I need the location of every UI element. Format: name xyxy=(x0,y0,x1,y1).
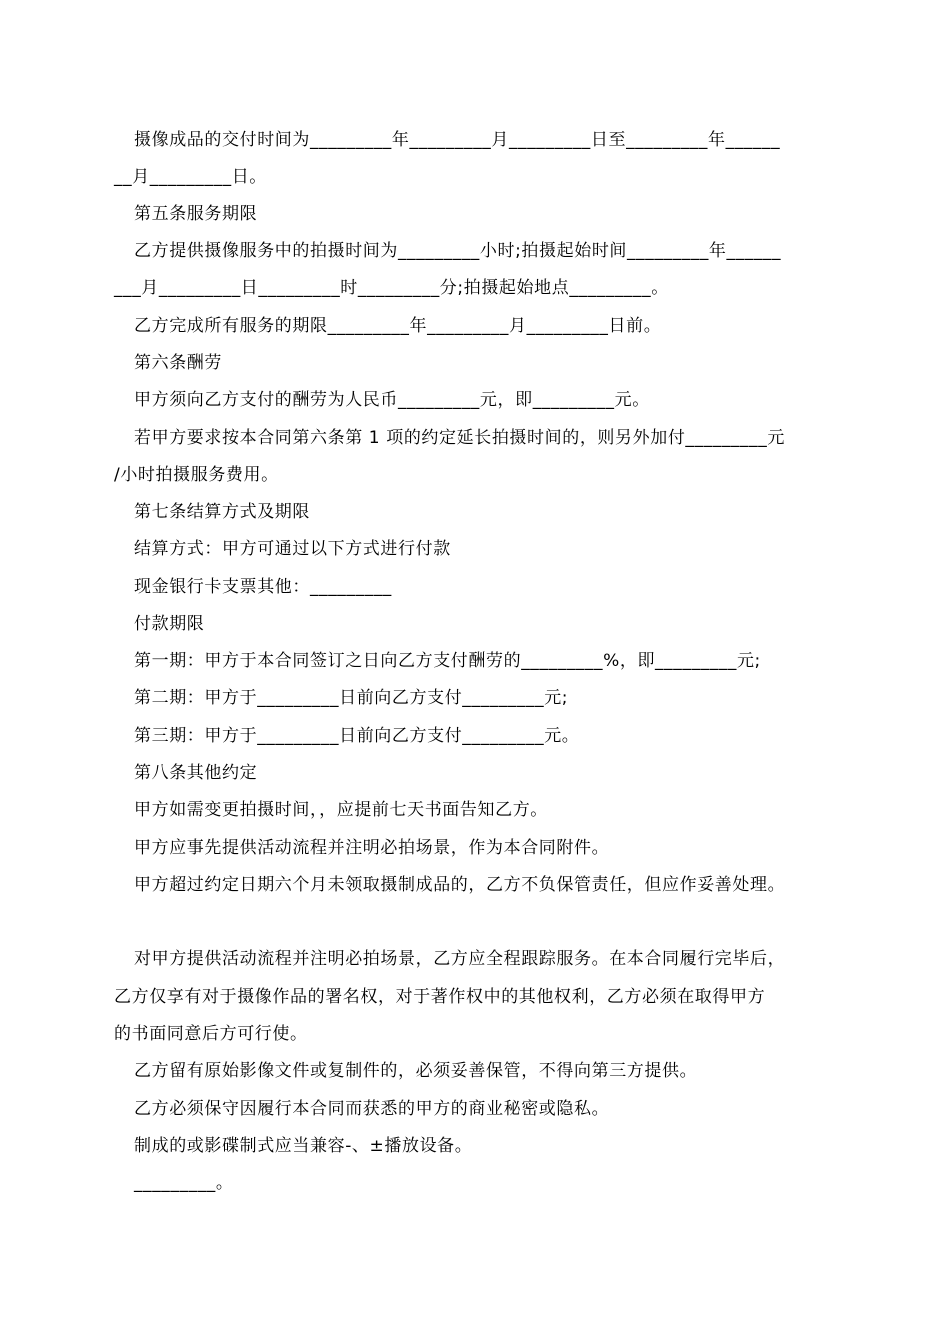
installment-2-line: 第二期：甲方于_________日前向乙方支付_________元; xyxy=(134,688,569,708)
installment-3-line: 第三期：甲方于_________日前向乙方支付_________元。 xyxy=(134,726,580,746)
payment-method-line: 结算方式：甲方可通过以下方式进行付款 xyxy=(134,539,451,559)
delivery-time-line-cont: __月_________日。 xyxy=(114,167,267,187)
disc-format-line: 制成的或影碟制式应当兼容-、±播放设备。 xyxy=(134,1136,473,1156)
tracking-service-line: 对甲方提供活动流程并注明必拍场景，乙方应全程跟踪服务。在本合同履行完毕后， xyxy=(134,949,786,969)
extension-fee-line: 若甲方要求按本合同第六条第 1 项的约定延长拍摄时间的，则另外加付_________元 xyxy=(134,428,785,448)
installment-1-line: 第一期：甲方于本合同签订之日向乙方支付酬劳的_________%，即_________元; xyxy=(134,651,761,671)
final-blank-line: _________。 xyxy=(134,1173,234,1193)
written-consent-line: 的书面同意后方可行使。 xyxy=(114,1024,308,1044)
shooting-time-line: 乙方提供摄像服务中的拍摄时间为_________小时;拍摄起始时间_________年______ xyxy=(134,241,782,261)
article-6-heading: 第六条酬劳 xyxy=(134,353,222,373)
payment-options-line: 现金银行卡支票其他：_________ xyxy=(134,577,392,597)
article-7-heading: 第七条结算方式及期限 xyxy=(134,502,310,522)
signature-rights-line: 乙方仅享有对于摄像作品的署名权，对于著作权中的其他权利，乙方必须在取得甲方 xyxy=(114,987,766,1007)
storage-responsibility-line: 甲方超过约定日期六个月未领取摄制成品的，乙方不负保管责任，但应作妥善处理。 xyxy=(134,875,786,895)
original-files-line: 乙方留有原始影像文件或复制件的，必须妥善保管，不得向第三方提供。 xyxy=(134,1061,698,1081)
shooting-time-line-cont: ___月_________日_________时_________分;拍摄起始地点_________。 xyxy=(114,278,669,298)
change-time-line: 甲方如需变更拍摄时间，，应提前七天书面告知乙方。 xyxy=(134,800,548,820)
activity-flow-line: 甲方应事先提供活动流程并注明必拍场景，作为本合同附件。 xyxy=(134,838,610,858)
article-8-heading: 第八条其他约定 xyxy=(134,763,258,783)
service-deadline-line: 乙方完成所有服务的期限_________年_________月_________日前。 xyxy=(134,316,662,336)
confidentiality-line: 乙方必须保守因履行本合同而获悉的甲方的商业秘密或隐私。 xyxy=(134,1099,610,1119)
article-5-heading: 第五条服务期限 xyxy=(134,204,258,224)
extension-fee-line-cont: /小时拍摄服务费用。 xyxy=(114,465,279,485)
payment-term-heading: 付款期限 xyxy=(134,614,205,634)
delivery-time-line: 摄像成品的交付时间为_________年_________月_________日至_________年______ xyxy=(134,130,781,150)
remuneration-line: 甲方须向乙方支付的酬劳为人民币_________元，即_________元。 xyxy=(134,390,650,410)
